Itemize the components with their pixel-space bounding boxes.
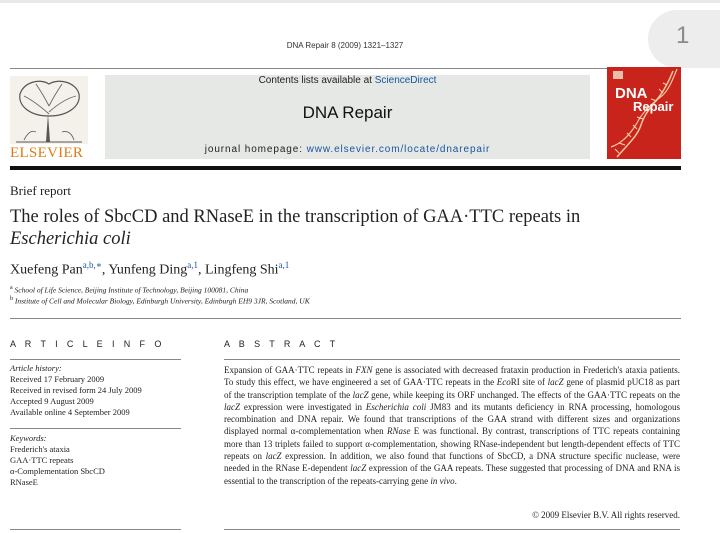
page-number: 1 xyxy=(676,22,690,49)
journal-cover-image[interactable] xyxy=(607,67,681,159)
abstract-run: expression of the GAA repeats. These suggested that processing of DNA and RNA is essential to the transcription of the repeats-carrying gene xyxy=(224,463,681,486)
author-affiliation-marker[interactable]: a,1 xyxy=(187,260,198,270)
affiliation-a-marker: a xyxy=(10,285,13,291)
keyword-item: RNaseE xyxy=(10,477,38,487)
top-border xyxy=(0,0,720,3)
contents-prefix: Contents lists available at xyxy=(258,75,375,86)
homepage-link[interactable]: www.elsevier.com/locate/dnarepair xyxy=(306,144,491,155)
abstract-rule xyxy=(224,359,680,360)
article-info-heading: A R T I C L E I N F O xyxy=(10,339,165,349)
abstract-italic-term: lacZ xyxy=(350,463,367,474)
affiliation-b-marker: b xyxy=(10,296,13,302)
page-number-badge[interactable] xyxy=(648,10,720,68)
author-name[interactable]: Lingfeng Shi xyxy=(205,262,279,278)
cover-title-line1: DNA xyxy=(615,85,648,102)
elsevier-logo xyxy=(10,76,88,162)
abstract-run: expression. In addition, we also found that functions of SbcCD, a DNA structure specific nuclease, were needed in the RNase E-dependent xyxy=(224,451,681,474)
keywords-rule xyxy=(10,529,181,530)
abstract-run: expression were investigated in xyxy=(240,401,366,412)
keyword-item: Frederich's ataxia xyxy=(10,444,70,454)
abstract-run: gene, while keeping its ORF unchanged. The effects of the GAA·TTC repeats on the xyxy=(368,389,680,400)
abstract-run: Expansion of GAA·TTC repeats in xyxy=(224,365,356,375)
history-label: Article history: xyxy=(10,363,62,373)
abstract-italic-term: Escherichia coli xyxy=(365,401,427,412)
article-title xyxy=(10,206,680,250)
keyword-item: GAA·TTC repeats xyxy=(10,455,74,465)
abstract-run: RI site of xyxy=(510,377,548,388)
author-list xyxy=(10,260,289,279)
journal-banner xyxy=(105,75,590,159)
abstract-run: . xyxy=(454,475,457,486)
abstract-text xyxy=(224,364,680,487)
journal-citation: DNA Repair 8 (2009) 1321–1327 xyxy=(286,41,404,50)
journal-name: DNA Repair xyxy=(302,103,393,122)
copyright-notice: © 2009 Elsevier B.V. All rights reserved. xyxy=(532,510,680,520)
author-separator: , xyxy=(101,262,109,278)
affiliation-rule xyxy=(10,318,681,319)
abstract-italic-term: lacZ xyxy=(265,451,282,462)
history-rule xyxy=(10,428,181,429)
abstract-italic-term: FXN xyxy=(355,365,373,375)
keywords-label: Keywords: xyxy=(10,433,47,443)
abstract-italic-term: RNase xyxy=(386,426,411,437)
author-name[interactable]: Xuefeng Pan xyxy=(10,262,83,278)
abstract-run: JM83 and its mutants deficiency in RNA processing, homologous recombination and DNA repair. We found that transcriptions of the GAA strand with different sizes and organizations displayed normal α-complementation when xyxy=(224,401,681,437)
affiliation-a xyxy=(10,285,248,295)
elsevier-tree-icon xyxy=(10,76,88,144)
abstract-italic-term: lacZ xyxy=(224,401,241,412)
abstract-italic-term: in vivo xyxy=(430,475,455,486)
article-info-rule xyxy=(10,359,181,360)
abstract-italic-term: Eco xyxy=(496,377,511,388)
author-separator: , xyxy=(198,262,205,278)
header-rule xyxy=(10,68,681,69)
title-line2: Escherichia coli xyxy=(10,229,131,249)
homepage-prefix: journal homepage: xyxy=(204,144,307,155)
journal-homepage xyxy=(105,144,590,155)
article-type: Brief report xyxy=(10,183,72,198)
keywords-block xyxy=(10,433,181,488)
history-received: Received 17 February 2009 xyxy=(10,374,105,384)
author-affiliation-marker[interactable]: a,b,∗ xyxy=(82,260,102,270)
cover-title-line2: Repair xyxy=(633,99,674,114)
author-affiliation-marker[interactable]: a,1 xyxy=(278,260,290,270)
abstract-run: E was functional. By contrast, transcriptions of TTC repeats containing more than 13 triplets failed to support α-complementation, showing RNase-independent but length-dependent effects of TTC repeats on xyxy=(224,426,680,462)
article-history xyxy=(10,363,181,418)
elsevier-wordmark: ELSEVIER xyxy=(10,145,84,161)
abstract-italic-term: lacZ xyxy=(352,389,369,400)
affiliation-b-text: Institute of Cell and Molecular Biology, Edinburgh University, Edinburgh EH9 3JR, Scotland, UK xyxy=(14,296,310,306)
keyword-item: α-Complementation SbcCD xyxy=(10,466,105,476)
affiliation-b xyxy=(10,296,310,306)
affiliation-a-text: School of Life Science, Beijing Institute of Technology, Beijing 100081, China xyxy=(14,285,249,295)
abstract-run: gene is associated with decreased frataxin production in Frederich's ataxia patients. To study this effect, we have engineered a set of GAA·TTC repeats in the xyxy=(224,365,680,388)
author-name[interactable]: Yunfeng Ding xyxy=(108,262,188,278)
abstract-heading: A B S T R A C T xyxy=(224,339,339,349)
title-line1: The roles of SbcCD and RNaseE in the transcription of GAA·TTC repeats in xyxy=(10,207,581,227)
abstract-bottom-rule xyxy=(224,529,680,530)
sciencedirect-link[interactable]: ScienceDirect xyxy=(374,75,437,86)
abstract-italic-term: lacZ xyxy=(547,377,564,388)
title-rule xyxy=(10,166,681,170)
history-revised: Received in revised form 24 July 2009 xyxy=(10,385,142,395)
abstract-run: gene of plasmid pUC18 as part of the transcription template of the xyxy=(224,377,680,400)
history-online: Available online 4 September 2009 xyxy=(10,407,130,417)
contents-availability xyxy=(105,75,590,86)
history-accepted: Accepted 9 August 2009 xyxy=(10,396,94,406)
